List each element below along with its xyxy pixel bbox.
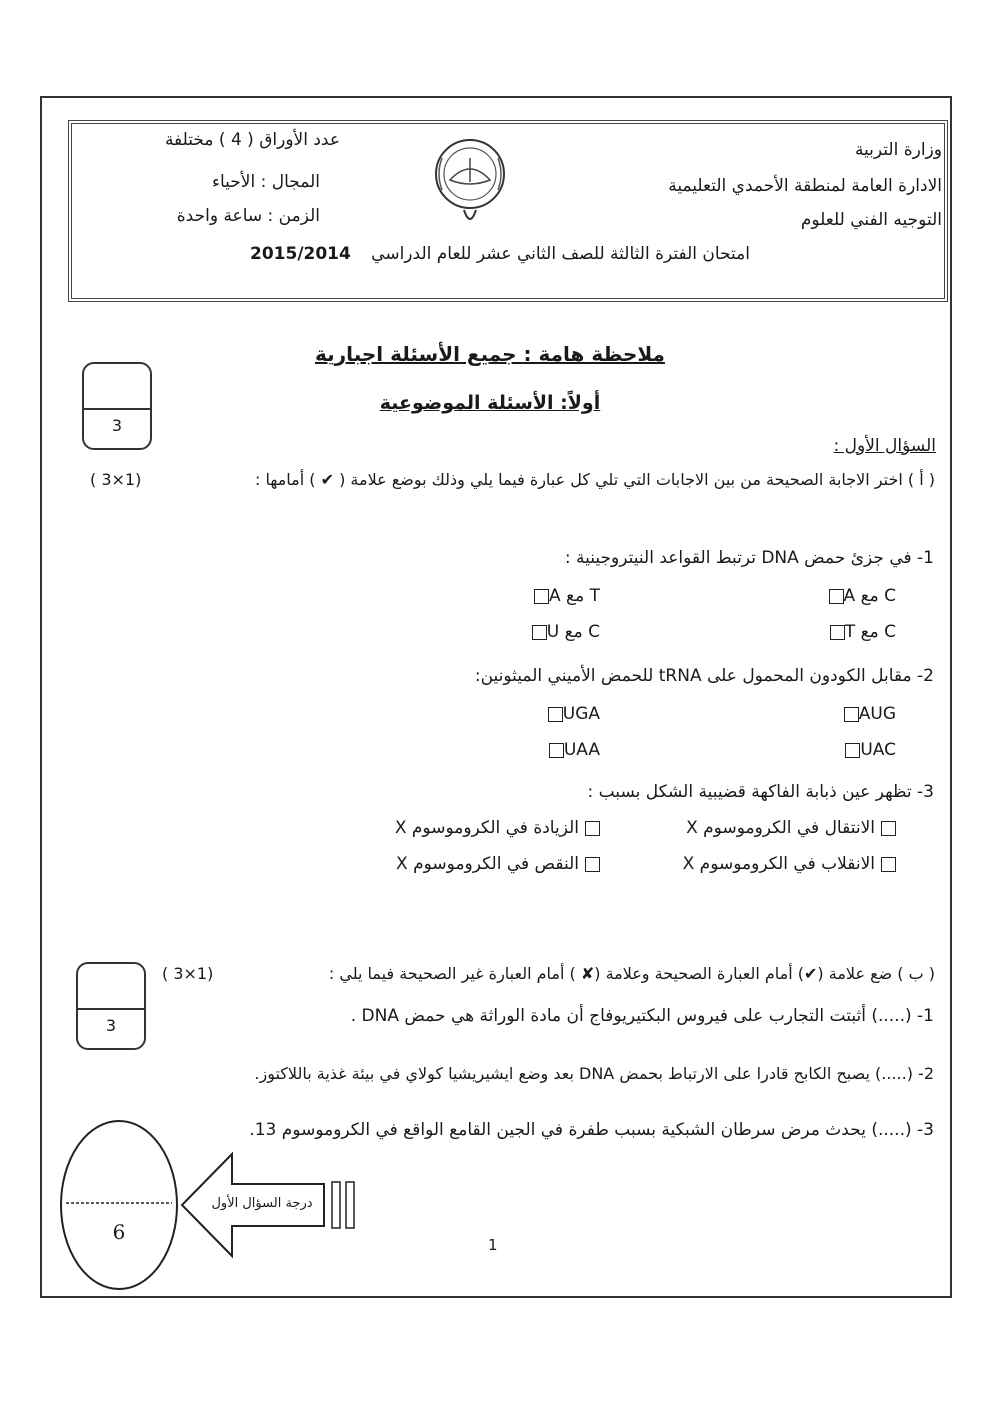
score-box-part-a (82, 362, 152, 450)
checkbox[interactable] (845, 743, 860, 758)
checkbox[interactable] (534, 589, 549, 604)
part-b-marks: ( 3×1) (162, 964, 214, 983)
supervision-name: التوجيه الفني للعلوم (800, 210, 942, 230)
total-score-label: درجة السؤال الأول (211, 1196, 313, 1211)
checkbox[interactable] (881, 857, 896, 872)
exam-duration: الزمن : ساعة واحدة (176, 206, 320, 226)
mcq-option[interactable]: AUG (838, 704, 896, 724)
important-note: ملاحظة هامة : جميع الأسئلة اجبارية (315, 342, 665, 366)
subject-field: المجال : الأحياء (211, 172, 320, 192)
mcq-stem-2: 2- مقابل الكودون المحمول على tRNA للحمض الأميني الميثونين: (474, 666, 934, 686)
score-value: 3 (105, 1016, 117, 1035)
checkbox[interactable] (532, 625, 547, 640)
mcq-option[interactable]: A مع T (528, 586, 600, 606)
pages-count: عدد الأوراق ( 4 ) مختلفة (164, 130, 340, 150)
mcq-option[interactable]: الانقلاب في الكروموسوم X (683, 854, 896, 874)
mcq-option[interactable]: UAC (839, 740, 896, 760)
mcq-stem-1: 1- في جزئ حمض DNA ترتبط القواعد النيتروجينية : (564, 548, 934, 568)
part-a-instruction-text: ( أ ) اختر الاجابة الصحيحة من بين الاجابات التي تلي كل عبارة فيما يلي وذلك بوضع علامة ( ✔ ) أمامها : (255, 470, 935, 489)
mcq-option[interactable]: الانتقال في الكروموسوم X (686, 818, 896, 838)
exam-title-text: امتحان الفترة الثالثة للصف الثاني عشر للعام الدراسي (371, 244, 750, 264)
total-score-value: 6 (112, 1220, 126, 1244)
score-value: 3 (111, 416, 123, 435)
section-title: أولاً: الأسئلة الموضوعية (379, 392, 601, 414)
true-false-item: 2- (.....) يصبح الكابح قادرا على الارتباط بحمض DNA بعد وضع ايشيريشيا كولاي في بيئة غذية باللاكتوز. (254, 1064, 934, 1083)
checkbox[interactable] (829, 589, 844, 604)
checkbox[interactable] (548, 707, 563, 722)
checkbox[interactable] (844, 707, 859, 722)
directorate-name: الادارة العامة لمنطقة الأحمدي التعليمية (668, 176, 942, 196)
mcq-option[interactable]: UGA (542, 704, 600, 724)
checkbox[interactable] (585, 821, 600, 836)
state-emblem-icon (420, 128, 520, 238)
part-a-marks: ( 3×1) (90, 470, 142, 489)
ministry-name: وزارة التربية (854, 140, 942, 160)
mcq-option[interactable]: UAA (543, 740, 600, 760)
question-total-graphic (56, 1120, 368, 1290)
part-a-instruction (90, 470, 935, 494)
mcq-option[interactable]: T مع C (824, 622, 896, 642)
exam-title (250, 244, 750, 268)
part-b-instruction-text: ( ب ) ضع علامة (✔) أمام العبارة الصحيحة وعلامة (✘ ) أمام العبارة غير الصحيحة فيما يلي : (328, 964, 935, 983)
checkbox[interactable] (830, 625, 845, 640)
true-false-item: 1- (.....) أثبتت التجارب على فيروس البكتيريوفاج أن مادة الوراثة هي حمض DNA . (350, 1006, 934, 1026)
exam-year: 2015/2014 (250, 244, 351, 264)
score-box-part-b (76, 962, 146, 1050)
checkbox[interactable] (881, 821, 896, 836)
mcq-stem-3: 3- تظهر عين ذبابة الفاكهة قضيبية الشكل بسبب : (587, 782, 934, 802)
mcq-option[interactable]: U مع C (526, 622, 600, 642)
question-heading: السؤال الأول : (833, 436, 936, 456)
true-false-item: 3- (.....) يحدث مرض سرطان الشبكية بسبب طفرة في الجين القامع الواقع في الكروموسوم 13. (249, 1120, 934, 1140)
mcq-option[interactable]: A مع C (823, 586, 896, 606)
checkbox[interactable] (585, 857, 600, 872)
mcq-option[interactable]: النقص في الكروموسوم X (396, 854, 600, 874)
page-number: 1 (488, 1236, 498, 1254)
mcq-option[interactable]: الزيادة في الكروموسوم X (395, 818, 600, 838)
checkbox[interactable] (549, 743, 564, 758)
part-b-instruction (162, 964, 935, 988)
